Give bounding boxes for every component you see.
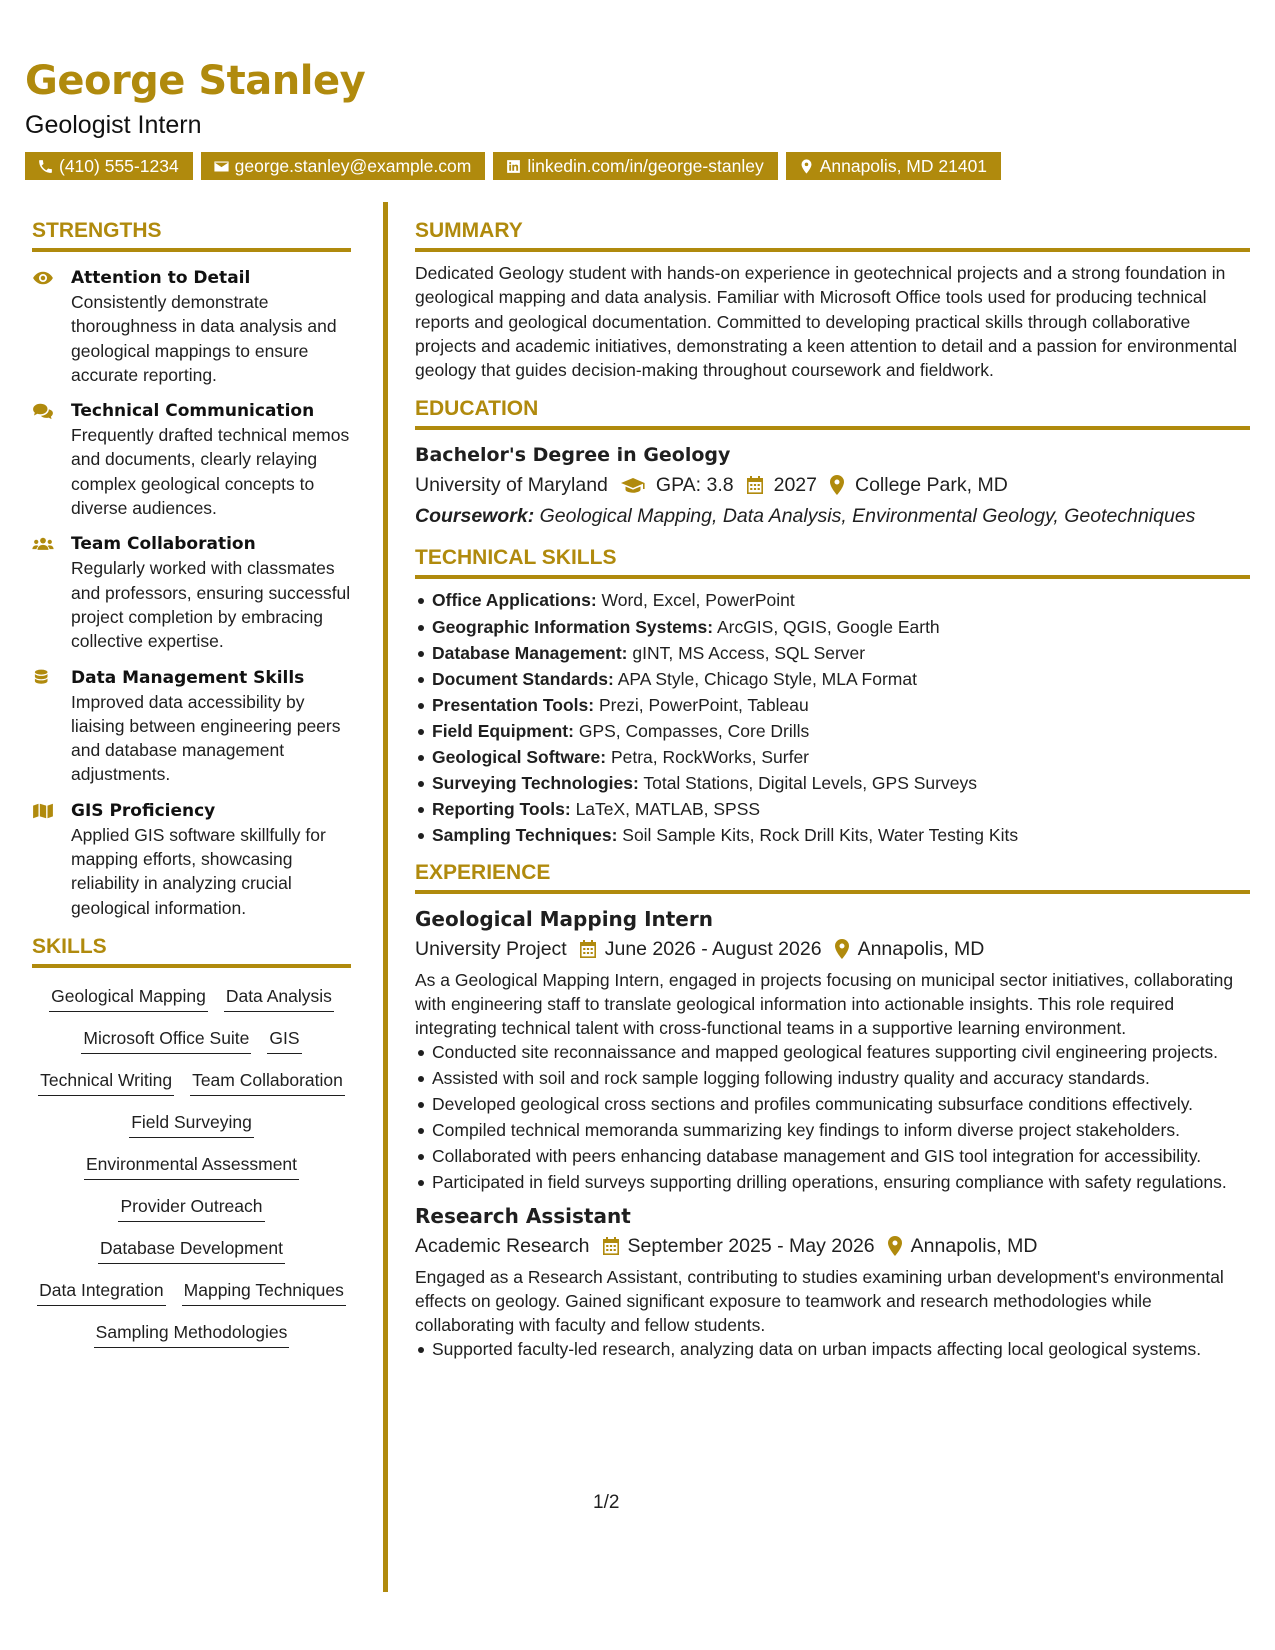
tech-skill-value: Prezi, PowerPoint, Tableau [598,694,809,715]
skill-tag: Provider Outreach [118,1192,264,1222]
strength-description: Consistently demonstrate thoroughness in data analysis and geological mappings to ensure accurate reporting. [71,292,337,385]
list-item [415,589,1250,613]
contact-phone[interactable] [25,152,193,180]
strength-item [32,399,351,520]
map-icon [32,802,54,820]
tech-skill-label: Field Equipment: [432,720,574,741]
skill-tag: Database Development [98,1234,285,1264]
tech-skill-label: Database Management: [432,642,628,663]
tech-skill-value: APA Style, Chicago Style, MLA Format [617,668,917,689]
list-item: Supported faculty-led research, analyzing data on urban impacts affecting local geological systems. [415,1338,1250,1362]
contact-linkedin[interactable] [493,152,777,180]
tech-skill-value: LaTeX, MATLAB, SPSS [575,799,761,820]
strength-description: Applied GIS software skillfully for mapping efforts, showcasing reliability in analyzing crucial geological information. [71,824,326,918]
skill-tag: Environmental Assessment [84,1150,299,1180]
job-title: Geological Mapping Intern [415,906,713,931]
job-description: As a Geological Mapping Intern, engaged in projects focusing on municipal sector initiatives, collaborating with engineering staff to translate geological information into actionable insights. This role required integrating technical talent with cross-functional teams in a supportive learning environment. [415,969,1234,1039]
left-column [32,218,351,1348]
technical-skills-heading: TECHNICAL SKILLS [415,545,1250,579]
skills-list [32,982,351,1348]
tech-skill-label: Presentation Tools: [432,694,595,715]
summary-text: Dedicated Geology student with hands-on experience in geotechnical projects and a strong foundation in geological mapping and data analysis. Familiar with Microsoft Office tools used for producing technical reports and geological documentation. Committed to developing practical skills through collaborative projects and academic initiatives, demonstrating a keen attention to detail and a passion for environmental geology that guides decision-making throughout coursework and fieldwork. [415,263,1238,381]
job-bullets [415,1041,1250,1195]
list-item [415,694,1250,718]
graduation-cap-icon [620,475,646,495]
education-location: College Park, MD [854,474,1008,497]
tech-skill-value: Total Stations, Digital Levels, GPS Surveys [643,773,977,794]
coursework-label: Coursework: [415,505,535,528]
strength-item [32,532,351,653]
list-item [415,642,1250,666]
candidate-title: Geologist Intern [25,111,202,139]
job-location: Annapolis, MD [910,1234,1038,1257]
location-icon [887,1235,903,1257]
list-item [415,616,1250,640]
strength-title: Attention to Detail [71,268,251,288]
experience-entry [415,904,1250,1195]
skill-tag: GIS [267,1024,301,1054]
skill-tag: Geological Mapping [49,982,208,1012]
tech-skill-value: gINT, MS Access, SQL Server [632,642,866,663]
contact-location[interactable] [786,152,1001,180]
education-heading: EDUCATION [415,396,1250,430]
list-item: Participated in field surveys supporting drilling operations, ensuring compliance with safety regulations. [415,1171,1250,1195]
job-bullets [415,1338,1250,1362]
candidate-name: George Stanley [25,58,366,104]
job-org: Academic Research [415,1234,590,1257]
tech-skill-label: Geological Software: [432,747,607,768]
list-item: Developed geological cross sections and profiles communicating subsurface conditions effectively. [415,1093,1250,1117]
list-item: Assisted with soil and rock sample logging following industry quality and accuracy standards. [415,1067,1250,1091]
skill-tag: Sampling Methodologies [94,1318,290,1348]
strength-description: Regularly worked with classmates and professors, ensuring successful project completion by embracing collective expertise. [71,558,351,652]
right-column [415,218,1250,1364]
job-location: Annapolis, MD [857,937,985,960]
strength-title: Technical Communication [71,401,315,422]
education-gpa: GPA: 3.8 [655,474,734,497]
strengths-heading: STRENGTHS [32,218,351,252]
education-coursework [415,501,1250,531]
list-item: Collaborated with peers enhancing database management and GIS tool integration for accessibility. [415,1145,1250,1169]
contact-bar [25,152,1001,180]
contact-phone-text: (410) 555-1234 [59,155,179,176]
skill-tag: Field Surveying [129,1108,254,1138]
experience-entry [415,1201,1250,1361]
contact-email[interactable] [201,152,486,180]
skills-heading: SKILLS [32,934,351,968]
list-item [415,798,1250,822]
tech-skill-label: Sampling Techniques: [432,825,618,846]
education-year: 2027 [773,474,817,497]
list-item [415,746,1250,770]
strength-item [32,266,351,387]
tech-skill-value: Soil Sample Kits, Rock Drill Kits, Water Testing Kits [622,825,1019,846]
tech-skill-label: Office Applications: [432,590,597,611]
calendar-icon [602,1236,620,1256]
job-meta [415,1231,1250,1261]
strength-item [32,799,351,920]
technical-skills-list [415,589,1250,847]
comments-icon [32,402,54,420]
tech-skill-label: Geographic Information Systems: [432,616,714,637]
calendar-icon [746,475,764,495]
skill-tag: Mapping Techniques [182,1276,346,1306]
tech-skill-value: GPS, Compasses, Core Drills [578,720,810,741]
job-title: Research Assistant [415,1203,631,1228]
skill-tag: Microsoft Office Suite [81,1024,251,1054]
tech-skill-value: Word, Excel, PowerPoint [601,590,795,611]
contact-location-text: Annapolis, MD 21401 [819,155,988,176]
list-item [415,772,1250,796]
education-meta [415,469,1250,501]
list-item: Compiled technical memoranda summarizing key findings to inform diverse project stakeholders. [415,1119,1250,1143]
eye-icon [32,269,54,287]
tech-skill-label: Reporting Tools: [432,799,571,820]
contact-email-text: george.stanley@example.com [234,155,472,176]
job-org: University Project [415,937,567,960]
strength-title: GIS Proficiency [71,800,216,821]
users-icon [32,535,54,553]
list-item: Conducted site reconnaissance and mapped geological features supporting civil engineering projects. [415,1041,1250,1065]
education-degree: Bachelor's Degree in Geology [415,444,731,467]
education-school: University of Maryland [415,474,608,497]
experience-heading: EXPERIENCE [415,860,1250,894]
list-item [415,824,1250,848]
location-icon [834,938,850,960]
tech-skill-label: Surveying Technologies: [432,773,639,794]
contact-linkedin-text: linkedin.com/in/george-stanley [527,155,764,176]
skill-tag: Team Collaboration [190,1066,345,1096]
job-meta [415,934,1250,964]
tech-skill-value: Petra, RockWorks, Surfer [610,747,810,768]
job-dates: September 2025 - May 2026 [627,1234,875,1257]
phone-icon [37,158,54,175]
calendar-icon [579,939,597,959]
job-dates: June 2026 - August 2026 [604,937,822,960]
column-divider [383,202,388,1592]
envelope-icon [213,158,230,175]
list-item [415,720,1250,744]
summary-heading: SUMMARY [415,218,1250,252]
strength-title: Team Collaboration [71,534,256,555]
job-description: Engaged as a Research Assistant, contributing to studies examining urban development's environmental effects on geology. Gained significant exposure to teamwork and research methodologies while collaborating with faculty and fellow students. [415,1266,1224,1336]
skill-tag: Data Integration [37,1276,166,1306]
database-icon [32,669,54,687]
coursework-text: Geological Mapping, Data Analysis, Environmental Geology, Geotechniques [539,505,1196,528]
location-icon [798,158,815,175]
skill-tag: Technical Writing [38,1066,174,1096]
strength-description: Frequently drafted technical memos and documents, clearly relaying complex geological concepts to diverse audiences. [71,425,350,519]
skill-tag: Data Analysis [224,982,334,1012]
tech-skill-value: ArcGIS, QGIS, Google Earth [716,616,940,637]
strength-description: Improved data accessibility by liaising between engineering peers and database management adjustments. [71,691,341,785]
strength-title: Data Management Skills [71,667,305,688]
linkedin-icon [505,158,522,175]
strength-item [32,666,351,787]
page-number: 1/2 [593,1492,620,1513]
location-icon [829,474,845,496]
tech-skill-label: Document Standards: [432,668,614,689]
list-item [415,668,1250,692]
